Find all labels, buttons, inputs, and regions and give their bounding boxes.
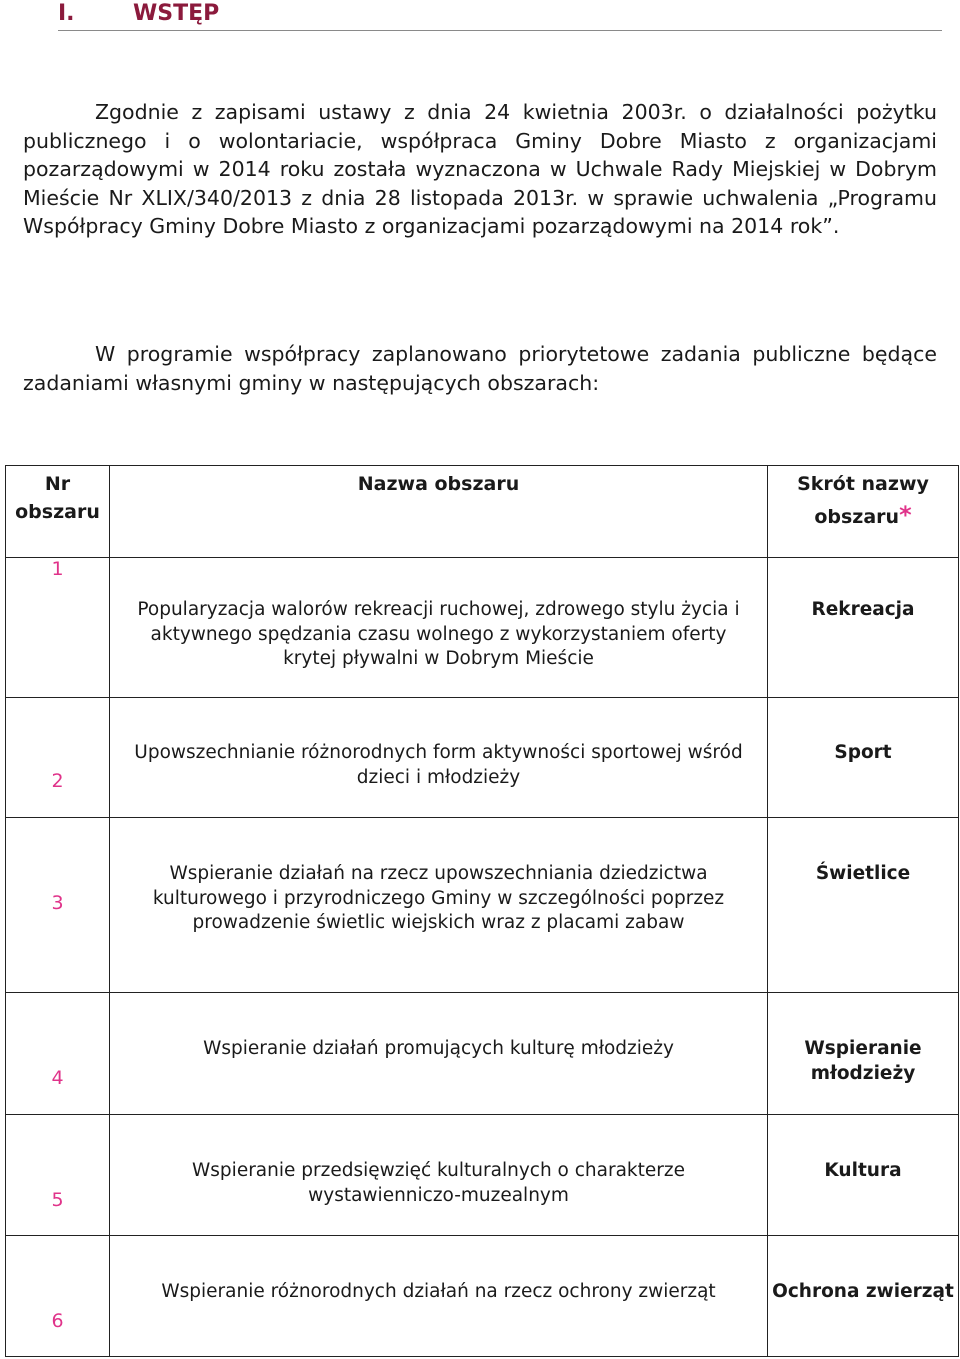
header-short (768, 466, 959, 558)
header-name-text: Nazwa obszaru (357, 473, 520, 495)
row-name-text: Wspieranie działań na rzecz upowszechniania dziedzictwa kulturowego i przyrodniczego Gminy w szczególności poprzez prowadzenie świetlic wiejskich wraz z placami zabaw (152, 863, 725, 933)
header-short-line1: Skrót nazwy (797, 473, 929, 495)
row-name-text: Wspieranie działań promujących kulturę młodzieży (203, 1038, 674, 1059)
row-short-text: Kultura (824, 1160, 902, 1181)
row-number: 4 (6, 993, 110, 1115)
table-row (6, 1115, 959, 1236)
row-name (110, 1115, 768, 1236)
table-row (6, 818, 959, 993)
header-nr-line1: Nr (44, 473, 71, 495)
section-header (58, 0, 942, 31)
row-number: 2 (6, 698, 110, 818)
row-short-text: Rekreacja (811, 599, 915, 620)
header-nr-line2: obszaru (15, 501, 100, 523)
row-number: 6 (6, 1236, 110, 1357)
row-number: 5 (6, 1115, 110, 1236)
row-short-text: Wspieranie młodzieży (804, 1038, 922, 1084)
row-short-text: Sport (834, 742, 892, 763)
row-name (110, 818, 768, 993)
row-name-text: Upowszechnianie różnorodnych form aktywności sportowej wśród dzieci i młodzieży (134, 742, 743, 788)
table-row (6, 558, 959, 698)
row-short (768, 698, 959, 818)
row-short-text: Świetlice (815, 863, 911, 884)
section-title: WSTĘP (133, 1, 220, 26)
row-number: 1 (6, 558, 110, 698)
header-nr (6, 466, 110, 558)
header-short-line2: obszaru (814, 506, 900, 528)
row-name-text: Wspieranie przedsięwzięć kulturalnych o charakterze wystawienniczo-muzealnym (192, 1160, 685, 1206)
row-short (768, 558, 959, 698)
asterisk-mark: * (899, 501, 912, 529)
row-name (110, 558, 768, 698)
row-name (110, 1236, 768, 1357)
row-short (768, 1236, 959, 1357)
table-header-row (6, 466, 959, 558)
intro-paragraph-1-text: Zgodnie z zapisami ustawy z dnia 24 kwietnia 2003r. o działalności pożytku publicznego i o wolontariacie, współpraca Gminy Dobre Miasto z organizacjami pozarządowymi w 2014 roku została wyznaczona w Uchwale Rady Miejskiej w Dobrym Mieście Nr XLIX/340/2013 z dnia 28 listopada 2013r. w sprawie uchwalenia „Programu Współpracy Gminy Dobre Miasto z organizacjami pozarządowymi na 2014 rok”. (23, 100, 937, 238)
row-short-text: Ochrona zwierząt (772, 1281, 954, 1302)
intro-paragraph-2-text: W programie współpracy zaplanowano priorytetowe zadania publiczne będące zadaniami własnymi gminy w następujących obszarach: (23, 342, 937, 395)
row-number: 3 (6, 818, 110, 993)
row-short (768, 1115, 959, 1236)
row-name (110, 993, 768, 1115)
row-name-text: Wspieranie różnorodnych działań na rzecz ochrony zwierząt (161, 1281, 716, 1302)
table-row (6, 993, 959, 1115)
intro-paragraph-1 (23, 98, 937, 241)
table-row (6, 698, 959, 818)
header-name (110, 466, 768, 558)
row-name-text: Popularyzacja walorów rekreacji ruchowej, zdrowego stylu życia i aktywnego spędzania czasu wolnego z wykorzystaniem oferty krytej pływalni w Dobrym Mieście (137, 599, 740, 669)
row-short (768, 993, 959, 1115)
row-short (768, 818, 959, 993)
section-number: I. (58, 1, 75, 26)
row-name (110, 698, 768, 818)
intro-paragraph-2 (23, 340, 937, 397)
table-row (6, 1236, 959, 1357)
priority-areas-table (5, 465, 959, 1357)
